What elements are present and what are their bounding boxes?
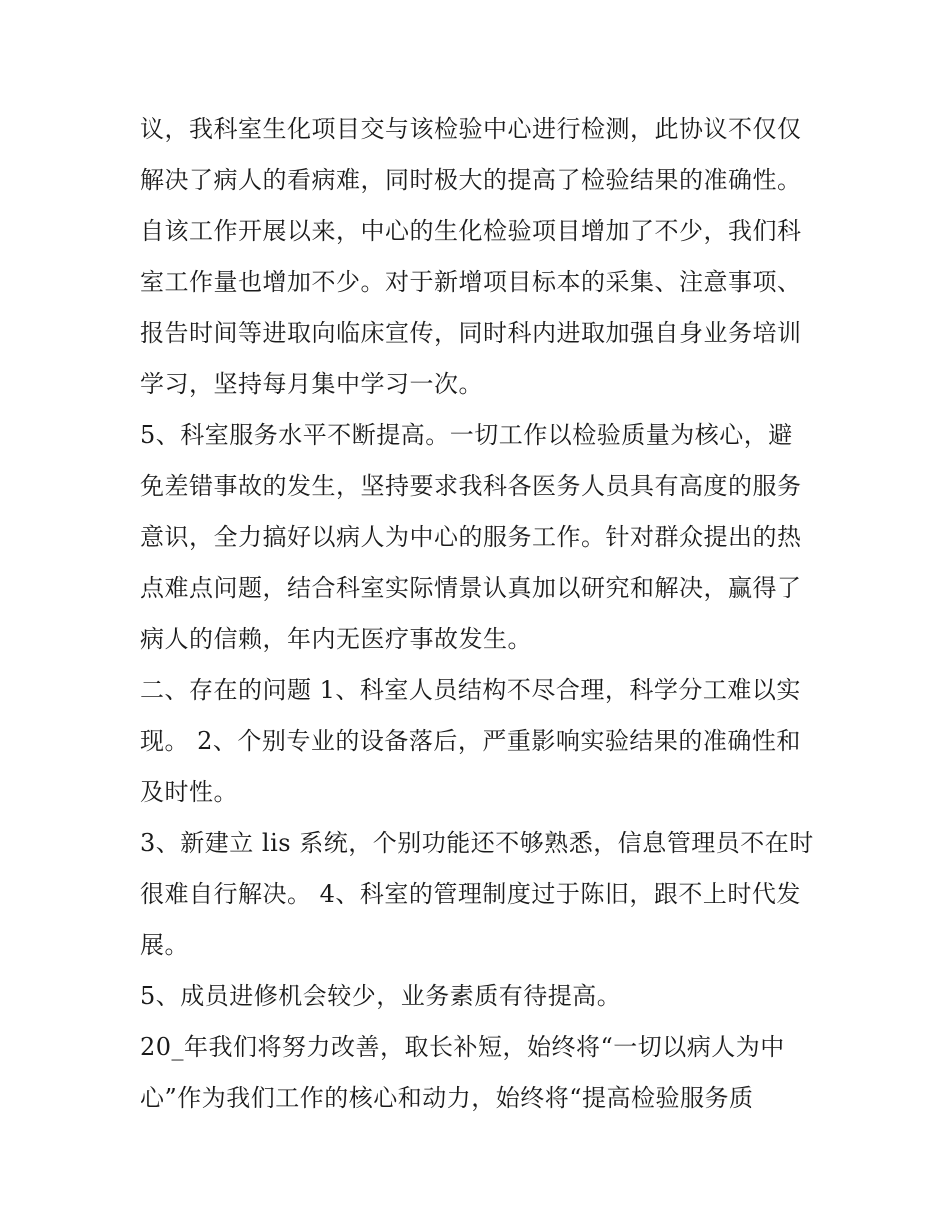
text-line: 心”作为我们工作的核心和动力，始终将“提高检验服务质 (140, 1084, 754, 1112)
text-line: 意识，全力搞好以病人为中心的服务工作。针对群众提出的热 (140, 523, 802, 551)
text-line: 现。 2、个别专业的设备落后，严重影响实验结果的准确性和 (140, 727, 801, 755)
text-line: 5、科室服务水平不断提高。一切工作以检验质量为核心，避 (140, 421, 793, 449)
text-line: 二、存在的问题 1、科室人员结构不尽合理，科学分工难以实 (140, 676, 801, 704)
text-line: 学习，坚持每月集中学习一次。 (140, 370, 483, 398)
text-line: 5、成员进修机会较少，业务素质有待提高。 (140, 982, 622, 1010)
text-line: 点难点问题，结合科室实际情景认真加以研究和解决，赢得了 (140, 574, 802, 602)
text-line: 议，我科室生化项目交与该检验中心进行检测，此协议不仅仅 (140, 115, 802, 143)
document-body (140, 104, 816, 1124)
text-line: 免差错事故的发生，坚持要求我科各医务人员具有高度的服务 (140, 472, 802, 500)
text-line: 室工作量也增加不少。对于新增项目标本的采集、注意事项、 (140, 268, 802, 296)
text-line: 及时性。 (140, 778, 238, 806)
text-line: 解决了病人的看病难，同时极大的提高了检验结果的准确性。 (140, 166, 802, 194)
text-line: 自该工作开展以来，中心的生化检验项目增加了不少，我们科 (140, 217, 802, 245)
text-line: 20_年我们将努力改善，取长补短，始终将“一切以病人为中 (140, 1033, 785, 1061)
text-line: 病人的信赖，年内无医疗事故发生。 (140, 625, 532, 653)
text-line: 报告时间等进取向临床宣传，同时科内进取加强自身业务培训 (140, 319, 802, 347)
text-line: 很难自行解决。 4、科室的管理制度过于陈旧，跟不上时代发 (140, 880, 801, 908)
text-line: 3、新建立 lis 系统，个别功能还不够熟悉，信息管理员不在时 (140, 829, 814, 857)
text-line: 展。 (140, 931, 189, 959)
